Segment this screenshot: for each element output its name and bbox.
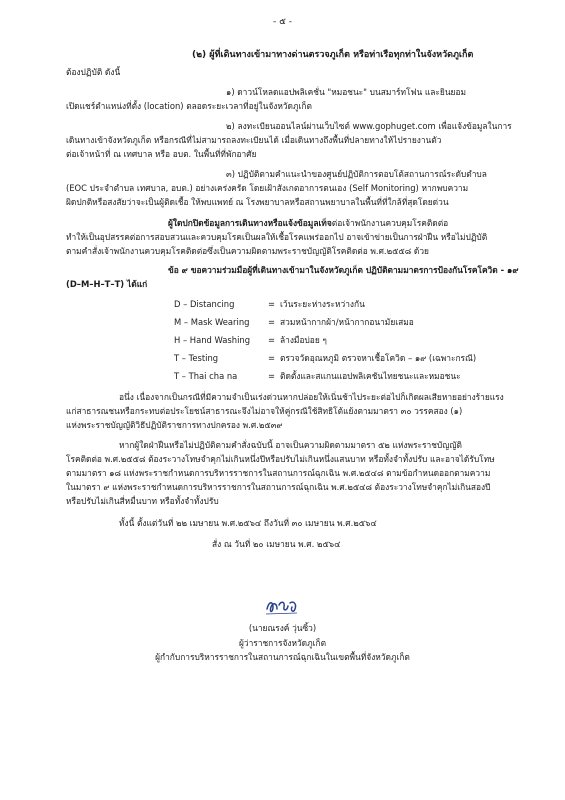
measure-sep: = <box>268 317 276 327</box>
item3-line1: ๓) ปฏิบัติตามคำแนะนำของศูนย์ปฏิบัติการตอบโต้สถานการณ์ระดับตำบล <box>226 169 487 179</box>
penalty-line2: ทำให้เป็นอุปสรรคต่อการสอบสวนและควบคุมโรคเป็นผลให้เชื้อโรคแพร่ออกไป อาจเข้าข่ายเป็นการฝ่าฝืน หรือไม่ปฏิบัติ <box>66 232 488 242</box>
measure-key: T – Testing <box>174 353 219 363</box>
penalty-line3: ตามคำสั่งเจ้าพนักงานควบคุมโรคติดต่อซึ่งเป็นความผิดตามพระราชบัญญัติโรคติดต่อ พ.ศ.๒๕๕๘ ด้วย <box>66 246 429 256</box>
item2-line2: เดินทางเข้าจังหวัดภูเก็ต หรือกรณีที่ไม่สามารถลงทะเบียนได้ เมื่อเดินทางถึงพื้นที่ปลายทางให้ไปรายงานตัว <box>66 135 442 145</box>
notice-line1: อนึ่ง เนื่องจากเป็นกรณีที่มีความจำเป็นเร่งด่วนหากปล่อยให้เนิ่นช้าไประยะต่อไปก็เกิดผลเสียหายอย่างร้ายแรง <box>119 392 504 402</box>
item3-line2: (EOC ประจำตำบล เทศบาล, อบต.) อย่างเคร่งครัด โดยเฝ้าสังเกตอาการตนเอง (Self Monitoring) หากพบความ <box>66 183 469 193</box>
violation-line4: ในมาตรา ๙ แห่งพระราชกำหนดการบริหารราชการในสถานการณ์ฉุกเฉิน พ.ศ.๒๕๔๘ ต้องระวางโทษจำคุกไม่เกินสองปี <box>66 482 491 492</box>
measure-sep: = <box>268 353 276 363</box>
measure-key: D – Distancing <box>174 299 235 309</box>
violation-line5: หรือปรับไม่เกินสี่หมื่นบาท หรือทั้งจำทั้งปรับ <box>66 496 219 506</box>
violation-line2: โรคติดต่อ พ.ศ.๒๕๕๘ ต้องระวางโทษจำคุกไม่เกินหนึ่งปีหรือปรับไม่เกินหนึ่งแสนบาท หรือทั้งจำทั้งปรับ และอาจได้รับโทษ <box>66 454 495 464</box>
item3-line3: ผิดปกติหรือสงสัยว่าจะเป็นผู้ติดเชื้อ ให้พบแพทย์ ณ โรงพยาบาลหรือสถานพยาบาลในพื้นที่ที่ใกล้ที่สุดโดยด่วน <box>66 197 449 207</box>
measure-desc: สวมหน้ากากผ้า/หน้ากากอนามัยเสมอ <box>280 317 414 327</box>
clause9-line2: (D–M–H–T–T) ได้แก่ <box>66 279 148 289</box>
item2-line3: ต่อเจ้าหน้าที่ ณ เทศบาล หรือ อบต. ในพื้นที่ที่พักอาศัย <box>66 149 257 159</box>
order-date: สั่ง ณ วันที่ ๒๐ เมษายน พ.ศ. ๒๕๖๔ <box>212 539 341 549</box>
violation-line1: หากผู้ใดฝ่าฝืนหรือไม่ปฏิบัติตามคำสั่งฉบับนี้ อาจเป็นความผิดตามมาตรา ๕๒ แห่งพระราชบัญญัติ <box>119 440 462 450</box>
signer-title1: ผู้ว่าราชการจังหวัดภูเก็ต <box>238 638 327 648</box>
measure-sep: = <box>268 335 276 345</box>
clause9-line1: ข้อ ๙ ขอความร่วมมือผู้ที่เดินทางเข้ามาในจังหวัดภูเก็ต ปฏิบัติตามมาตรการป้องกันโรคโควิด - ๑๙ <box>168 265 519 275</box>
effective-date: ทั้งนี้ ตั้งแต่วันที่ ๒๒ เมษายน พ.ศ.๒๕๖๔ ถึงวันที่ ๓๐ เมษายน พ.ศ.๒๕๖๔ <box>119 518 377 528</box>
item1-line1: ๑) ดาวน์โหลดแอปพลิเคชั่น "หมอชนะ" บนสมาร์ทโฟน และยินยอม <box>226 87 467 97</box>
signer-title2: ผู้กำกับการบริหารราชการในสถานการณ์ฉุกเฉินในเขตพื้นที่จังหวัดภูเก็ต <box>155 652 410 662</box>
measure-key: T – Thai cha na <box>174 371 238 381</box>
section2-heading: (๒) ผู้ที่เดินทางเข้ามาทางด่านตรวจภูเก็ต หรือท่าเรือทุกท่าในจังหวัดภูเก็ต <box>192 50 474 60</box>
penalty-bold: ผู้ใดปกปิดข้อมูลการเดินทางหรือแจ้งข้อมูลเท็จ <box>168 218 332 228</box>
signature-image <box>263 591 303 621</box>
item1-line2: เปิดแชร์ตำแหน่งที่ตั้ง (location) ตลอดระยะเวลาที่อยู่ในจังหวัดภูเก็ต <box>66 101 312 111</box>
measure-sep: = <box>268 299 276 309</box>
measure-desc: ล้างมือบ่อย ๆ <box>280 335 327 345</box>
signer-name: (นายณรงค์ วุ่นซิ้ว) <box>248 623 317 633</box>
page-number: - ๕ - <box>272 17 293 27</box>
penalty-line1 <box>168 218 448 229</box>
notice-line3: แห่งพระราชบัญญัติวิธีปฏิบัติราชการทางปกครอง พ.ศ.๒๕๓๙ <box>66 420 283 430</box>
measure-key: H – Hand Washing <box>174 335 251 345</box>
measure-key: M – Mask Wearing <box>174 317 250 327</box>
section2-intro: ต้องปฏิบัติ ดังนี้ <box>66 67 121 77</box>
measure-sep: = <box>268 371 276 381</box>
measure-desc: ตรวจวัดอุณหภูมิ ตรวจหาเชื้อโควิด – ๑๙ (เฉพาะกรณี) <box>280 353 477 363</box>
measure-desc: เว้นระยะห่างระหว่างกัน <box>280 299 365 309</box>
item2-line1: ๒) ลงทะเบียนออนไลน์ผ่านเว็บไซต์ www.gophuget.com เพื่อแจ้งข้อมูลในการ <box>226 121 512 131</box>
penalty-rest: ต่อเจ้าพนักงานควบคุมโรคติดต่อ <box>331 218 449 228</box>
violation-line3: ตามมาตรา ๑๘ แห่งพระราชกำหนดการบริหารราชการในสถานการณ์ฉุกเฉิน พ.ศ.๒๕๔๘ ตามข้อกำหนดออกตามความ <box>66 468 491 478</box>
notice-line2: แก่สาธารณชนหรือกระทบต่อประโยชน์สาธารณะจึงไม่อาจให้คู่กรณีใช้สิทธิโต้แย้งตามมาตรา ๓๐ วรรคสอง (๑) <box>66 406 463 416</box>
measure-desc: ติดตั้งและสแกนแอปพลิเคชันไทยชนะและหมอชนะ <box>280 371 461 381</box>
